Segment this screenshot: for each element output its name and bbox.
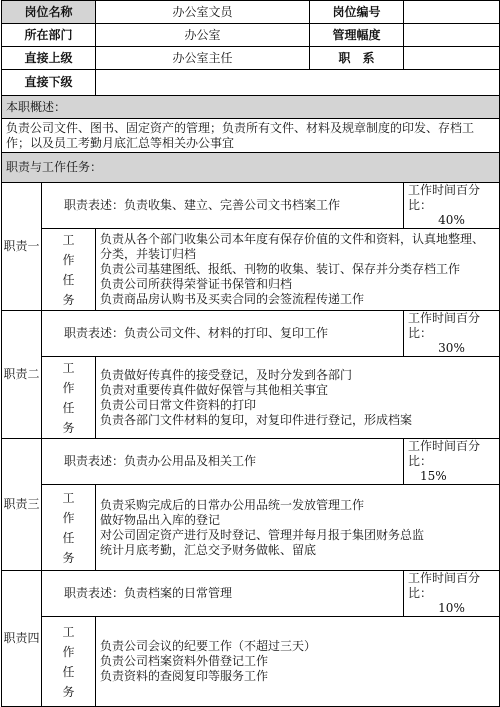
task-item: 做好物品出入库的登记 — [100, 512, 221, 527]
duty-percent — [404, 571, 500, 617]
task-list — [96, 229, 500, 311]
duty-name: 职责一 — [2, 183, 42, 311]
dept-label: 所在部门 — [2, 24, 96, 47]
task-list — [96, 617, 500, 707]
task-item: 负责从各个部门收集公司本年度有保存价值的文件和资料，认真地整理、分类，并装订归档 — [100, 232, 485, 261]
task-item: 负责公司会议的纪要工作（不超过三天） — [100, 639, 317, 653]
task-item: 负责对重要传真件做好保管与其他相关事宜 — [100, 382, 329, 397]
position-no-label: 岗位编号 — [310, 1, 404, 24]
percent-value: 15% — [420, 469, 447, 483]
percent-label: 工作时间百分比： — [408, 439, 481, 468]
percent-label: 工作时间百分比： — [408, 571, 481, 600]
percent-label: 工作时间百分比： — [408, 311, 481, 340]
duty-statement: 职责表述：负责收集、建立、完善公司文书档案工作 — [42, 183, 404, 229]
task-item: 统计月底考勤，汇总交予财务做帐、留底 — [100, 542, 317, 557]
task-item: 负责做好传真件的接受登记，及时分发到各部门 — [100, 367, 353, 382]
task-item: 负责公司所获得荣誉证书保管和归档 — [100, 277, 293, 291]
task-item: 负责采购完成后的日常办公用品统一发放管理工作 — [100, 497, 365, 512]
task-list — [96, 485, 500, 571]
duty-statement: 职责表述：负责办公用品及相关工作 — [42, 439, 404, 485]
position-no-value — [404, 1, 500, 24]
duty-percent — [404, 311, 500, 357]
percent-value: 40% — [438, 213, 465, 227]
title-value — [404, 47, 500, 70]
task-label: 工 作 任 务 — [42, 229, 96, 311]
task-label: 工 作 任 务 — [42, 617, 96, 707]
task-label: 工 作 任 务 — [42, 485, 96, 571]
task-item: 负责公司基建图纸、报纸、刊物的收集、装订、保存并分类存档工作 — [100, 262, 461, 276]
subordinate-value — [96, 70, 500, 96]
duties-heading: 职责与工作任务： — [2, 153, 500, 183]
superior-value: 办公室主任 — [96, 47, 310, 70]
superior-label: 直接上级 — [2, 47, 96, 70]
percent-value: 10% — [438, 601, 465, 615]
task-item: 负责公司档案资料外借登记工作 — [100, 654, 269, 668]
task-item: 负责资料的查阅复印等服务工作 — [100, 669, 269, 683]
task-item: 负责公司日常文件资料的打印 — [100, 397, 257, 412]
job-description-table — [1, 0, 500, 707]
duty-name: 职责三 — [2, 439, 42, 571]
title-label: 职 系 — [310, 47, 404, 70]
position-name-label: 岗位名称 — [2, 1, 96, 24]
task-item: 负责各部门文件材料的复印，对复印件进行登记，形成档案 — [100, 412, 413, 427]
task-item: 负责商品房认购书及买卖合同的会签流程传递工作 — [100, 292, 365, 306]
dept-value: 办公室 — [96, 24, 310, 47]
duty-name: 职责四 — [2, 571, 42, 707]
overview-heading: 本职概述： — [2, 96, 500, 119]
duty-percent — [404, 439, 500, 485]
duty-statement: 职责表述：负责公司文件、材料的打印、复印工作 — [42, 311, 404, 357]
percent-value: 30% — [438, 341, 465, 355]
task-item: 对公司固定资产进行及时登记、管理并每月报于集团财务总监 — [100, 527, 425, 542]
percent-label: 工作时间百分比： — [408, 183, 481, 212]
task-list — [96, 357, 500, 439]
mgmt-range-value — [404, 24, 500, 47]
subordinate-label: 直接下级 — [2, 70, 96, 96]
mgmt-range-label: 管理幅度 — [310, 24, 404, 47]
task-label: 工 作 任 务 — [42, 357, 96, 439]
duty-percent — [404, 183, 500, 229]
duty-statement: 职责表述：负责档案的日常管理 — [42, 571, 404, 617]
overview-text: 负责公司文件、图书、固定资产的管理；负责所有文件、材料及规章制度的印发、存档工作；以及员工考勤月底汇总等相关办公事宜 — [2, 119, 500, 153]
duty-name: 职责二 — [2, 311, 42, 439]
position-name-value: 办公室文员 — [96, 1, 310, 24]
